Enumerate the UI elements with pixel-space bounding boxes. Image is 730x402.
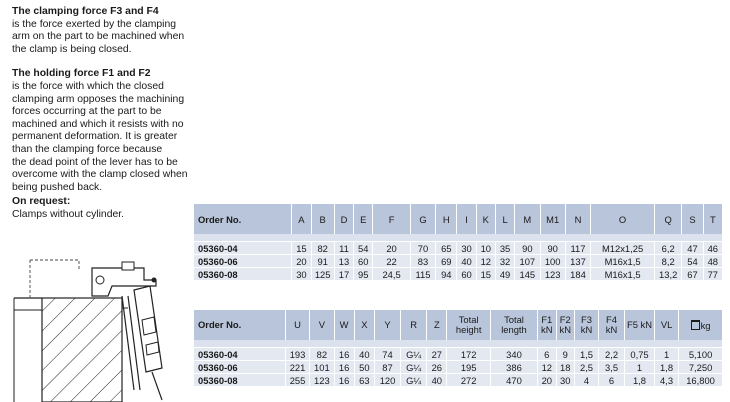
cell: M16x1,5 <box>591 255 655 268</box>
col-header: H <box>436 204 457 234</box>
col-header: N <box>565 204 590 234</box>
cell: 386 <box>490 361 537 374</box>
col-header: Y <box>374 310 400 340</box>
holding-line: is the force with which the closed <box>12 80 164 92</box>
cell: M16x1,5 <box>591 268 655 281</box>
cell: 63 <box>354 374 374 387</box>
cell: 100 <box>540 255 565 268</box>
table-row <box>194 268 722 281</box>
cell: 82 <box>310 348 334 361</box>
cell: 35 <box>495 242 514 255</box>
cell: 12 <box>476 255 495 268</box>
holding-heading: The holding force F1 and F2 <box>12 68 151 80</box>
cell: 6 <box>538 348 556 361</box>
col-header: M <box>515 204 540 234</box>
cell: 49 <box>495 268 514 281</box>
col-header: W <box>334 310 354 340</box>
cell: 6,2 <box>655 242 682 255</box>
col-header: VL <box>655 310 679 340</box>
col-header: Total length <box>490 310 537 340</box>
cell: 107 <box>515 255 540 268</box>
clamping-line: is the force exerted by the clamping <box>12 18 177 30</box>
cell: 20 <box>538 374 556 387</box>
cell: 17 <box>334 268 353 281</box>
cell: 115 <box>410 268 435 281</box>
clamping-line: the clamp is being closed. <box>12 43 132 55</box>
col-header: Order No. <box>194 310 285 340</box>
cell: 70 <box>410 242 435 255</box>
holding-line: machined and which it resists with no <box>12 118 184 130</box>
cell: 30 <box>457 242 476 255</box>
clamp-diagram <box>4 250 194 402</box>
cell: 13,2 <box>655 268 682 281</box>
cell: 24,5 <box>373 268 410 281</box>
cell: 60 <box>457 268 476 281</box>
weight-unit: kg <box>700 319 711 331</box>
col-header: T <box>703 204 722 234</box>
holding-line: permanent deformation. It is greater <box>12 131 178 143</box>
table-row <box>194 361 722 374</box>
cell: 40 <box>457 255 476 268</box>
cell: 1,5 <box>574 348 598 361</box>
cell: 145 <box>515 268 540 281</box>
cell: 20 <box>292 255 311 268</box>
cell: 123 <box>310 374 334 387</box>
cell: 87 <box>374 361 400 374</box>
cell: G¼ <box>401 348 427 361</box>
table-row <box>194 348 722 361</box>
col-header: D <box>334 204 353 234</box>
cell: 1,8 <box>625 374 655 387</box>
cell: 90 <box>540 242 565 255</box>
col-header: Q <box>655 204 682 234</box>
col-header: F5 kN <box>625 310 655 340</box>
col-header: Z <box>427 310 447 340</box>
cell: 272 <box>447 374 490 387</box>
cell: 172 <box>447 348 490 361</box>
cell: 16 <box>334 361 354 374</box>
cell: 101 <box>310 361 334 374</box>
cell: 117 <box>565 242 590 255</box>
col-header: F4 kN <box>599 310 625 340</box>
holding-line: forces occurring at the part to be <box>12 106 162 118</box>
col-header: B <box>311 204 334 234</box>
cell: 94 <box>436 268 457 281</box>
cell: 40 <box>427 374 447 387</box>
order-no: 05360-06 <box>194 361 285 374</box>
cell: 3,5 <box>599 361 625 374</box>
col-header: R <box>401 310 427 340</box>
cell: 16 <box>334 374 354 387</box>
col-header: F1 kN <box>538 310 556 340</box>
cell: 22 <box>373 255 410 268</box>
col-header: X <box>354 310 374 340</box>
forces-table <box>194 310 722 386</box>
holding-line: being pushed back. <box>12 181 103 193</box>
table-row <box>194 242 722 255</box>
cell: 255 <box>285 374 309 387</box>
cell: 90 <box>515 242 540 255</box>
cell: 5,100 <box>679 348 722 361</box>
table-header-row <box>194 310 722 340</box>
request-body: Clamps without cylinder. <box>12 208 125 220</box>
col-header: F <box>373 204 410 234</box>
col-header: E <box>354 204 373 234</box>
cell: 137 <box>565 255 590 268</box>
col-header: V <box>310 310 334 340</box>
order-no: 05360-04 <box>194 348 285 361</box>
col-header: I <box>457 204 476 234</box>
cell: 54 <box>354 242 373 255</box>
cell: 77 <box>703 268 722 281</box>
cell: 48 <box>703 255 722 268</box>
cell: 125 <box>311 268 334 281</box>
cell: 120 <box>374 374 400 387</box>
cell: 11 <box>334 242 353 255</box>
order-no: 05360-08 <box>194 374 285 387</box>
cell: 91 <box>311 255 334 268</box>
cell: 193 <box>285 348 309 361</box>
cell: 82 <box>311 242 334 255</box>
arm-open-outline <box>30 260 79 270</box>
col-header: Total height <box>447 310 490 340</box>
cell: 40 <box>354 348 374 361</box>
order-no: 05360-08 <box>194 268 292 281</box>
cell: 30 <box>556 374 574 387</box>
order-no: 05360-04 <box>194 242 292 255</box>
clamping-heading: The clamping force F3 and F4 <box>12 6 159 17</box>
cell: 27 <box>427 348 447 361</box>
holding-line: the dead point of the lever has to be <box>12 156 178 168</box>
cell: 16 <box>334 348 354 361</box>
cell: 221 <box>285 361 309 374</box>
cell: 10 <box>476 242 495 255</box>
holding-line: than the clamping force because <box>12 143 163 155</box>
cell: 15 <box>476 268 495 281</box>
cell: 54 <box>682 255 703 268</box>
holding-line: clamping arm opposes the machining <box>12 93 185 105</box>
col-header: M1 <box>540 204 565 234</box>
dimensions-table <box>194 204 722 280</box>
cell: 2,2 <box>599 348 625 361</box>
weight-header <box>679 310 722 340</box>
col-header: O <box>591 204 655 234</box>
clamping-line: arm on the part to be machined when <box>12 31 185 43</box>
cell: 15 <box>292 242 311 255</box>
cell: 20 <box>373 242 410 255</box>
cell: 470 <box>490 374 537 387</box>
cell: 1 <box>625 361 655 374</box>
col-header: U <box>285 310 309 340</box>
col-header: L <box>495 204 514 234</box>
order-no: 05360-06 <box>194 255 292 268</box>
cell: 1 <box>655 348 679 361</box>
cell: 4 <box>574 374 598 387</box>
col-header: A <box>292 204 311 234</box>
cell: 95 <box>354 268 373 281</box>
cell: 13 <box>334 255 353 268</box>
workpiece <box>42 298 122 402</box>
cell: 67 <box>682 268 703 281</box>
cell: 47 <box>682 242 703 255</box>
col-header: Order No. <box>194 204 292 234</box>
cell: 6 <box>599 374 625 387</box>
cell: 8,2 <box>655 255 682 268</box>
holding-line: overcome with the clamp closed when <box>12 169 188 181</box>
cell: 30 <box>292 268 311 281</box>
cell: M12x1,25 <box>591 242 655 255</box>
cell: 16,800 <box>679 374 722 387</box>
col-header: F3 kN <box>574 310 598 340</box>
cell: 83 <box>410 255 435 268</box>
cell: 65 <box>436 242 457 255</box>
cell: 7,250 <box>679 361 722 374</box>
cell: 12 <box>538 361 556 374</box>
cell: 4,3 <box>655 374 679 387</box>
cell: 123 <box>540 268 565 281</box>
cell: 50 <box>354 361 374 374</box>
request-heading: On request: <box>12 196 71 208</box>
cell: 60 <box>354 255 373 268</box>
col-header: K <box>476 204 495 234</box>
cell: 32 <box>495 255 514 268</box>
col-header: S <box>682 204 703 234</box>
cell: 2,5 <box>574 361 598 374</box>
cell: 184 <box>565 268 590 281</box>
cell: 1,8 <box>655 361 679 374</box>
cell: 74 <box>374 348 400 361</box>
table-row <box>194 255 722 268</box>
weight-icon <box>691 320 700 330</box>
cell: 9 <box>556 348 574 361</box>
cell: 195 <box>447 361 490 374</box>
description-text <box>12 6 192 222</box>
cell: G¼ <box>401 374 427 387</box>
cell: 46 <box>703 242 722 255</box>
col-header: G <box>410 204 435 234</box>
cell: 18 <box>556 361 574 374</box>
cell: 26 <box>427 361 447 374</box>
cell: G¼ <box>401 361 427 374</box>
table-header-row <box>194 204 722 234</box>
cell: 69 <box>436 255 457 268</box>
cell: 340 <box>490 348 537 361</box>
col-header: F2 kN <box>556 310 574 340</box>
cell: 0,75 <box>625 348 655 361</box>
table-row <box>194 374 722 387</box>
